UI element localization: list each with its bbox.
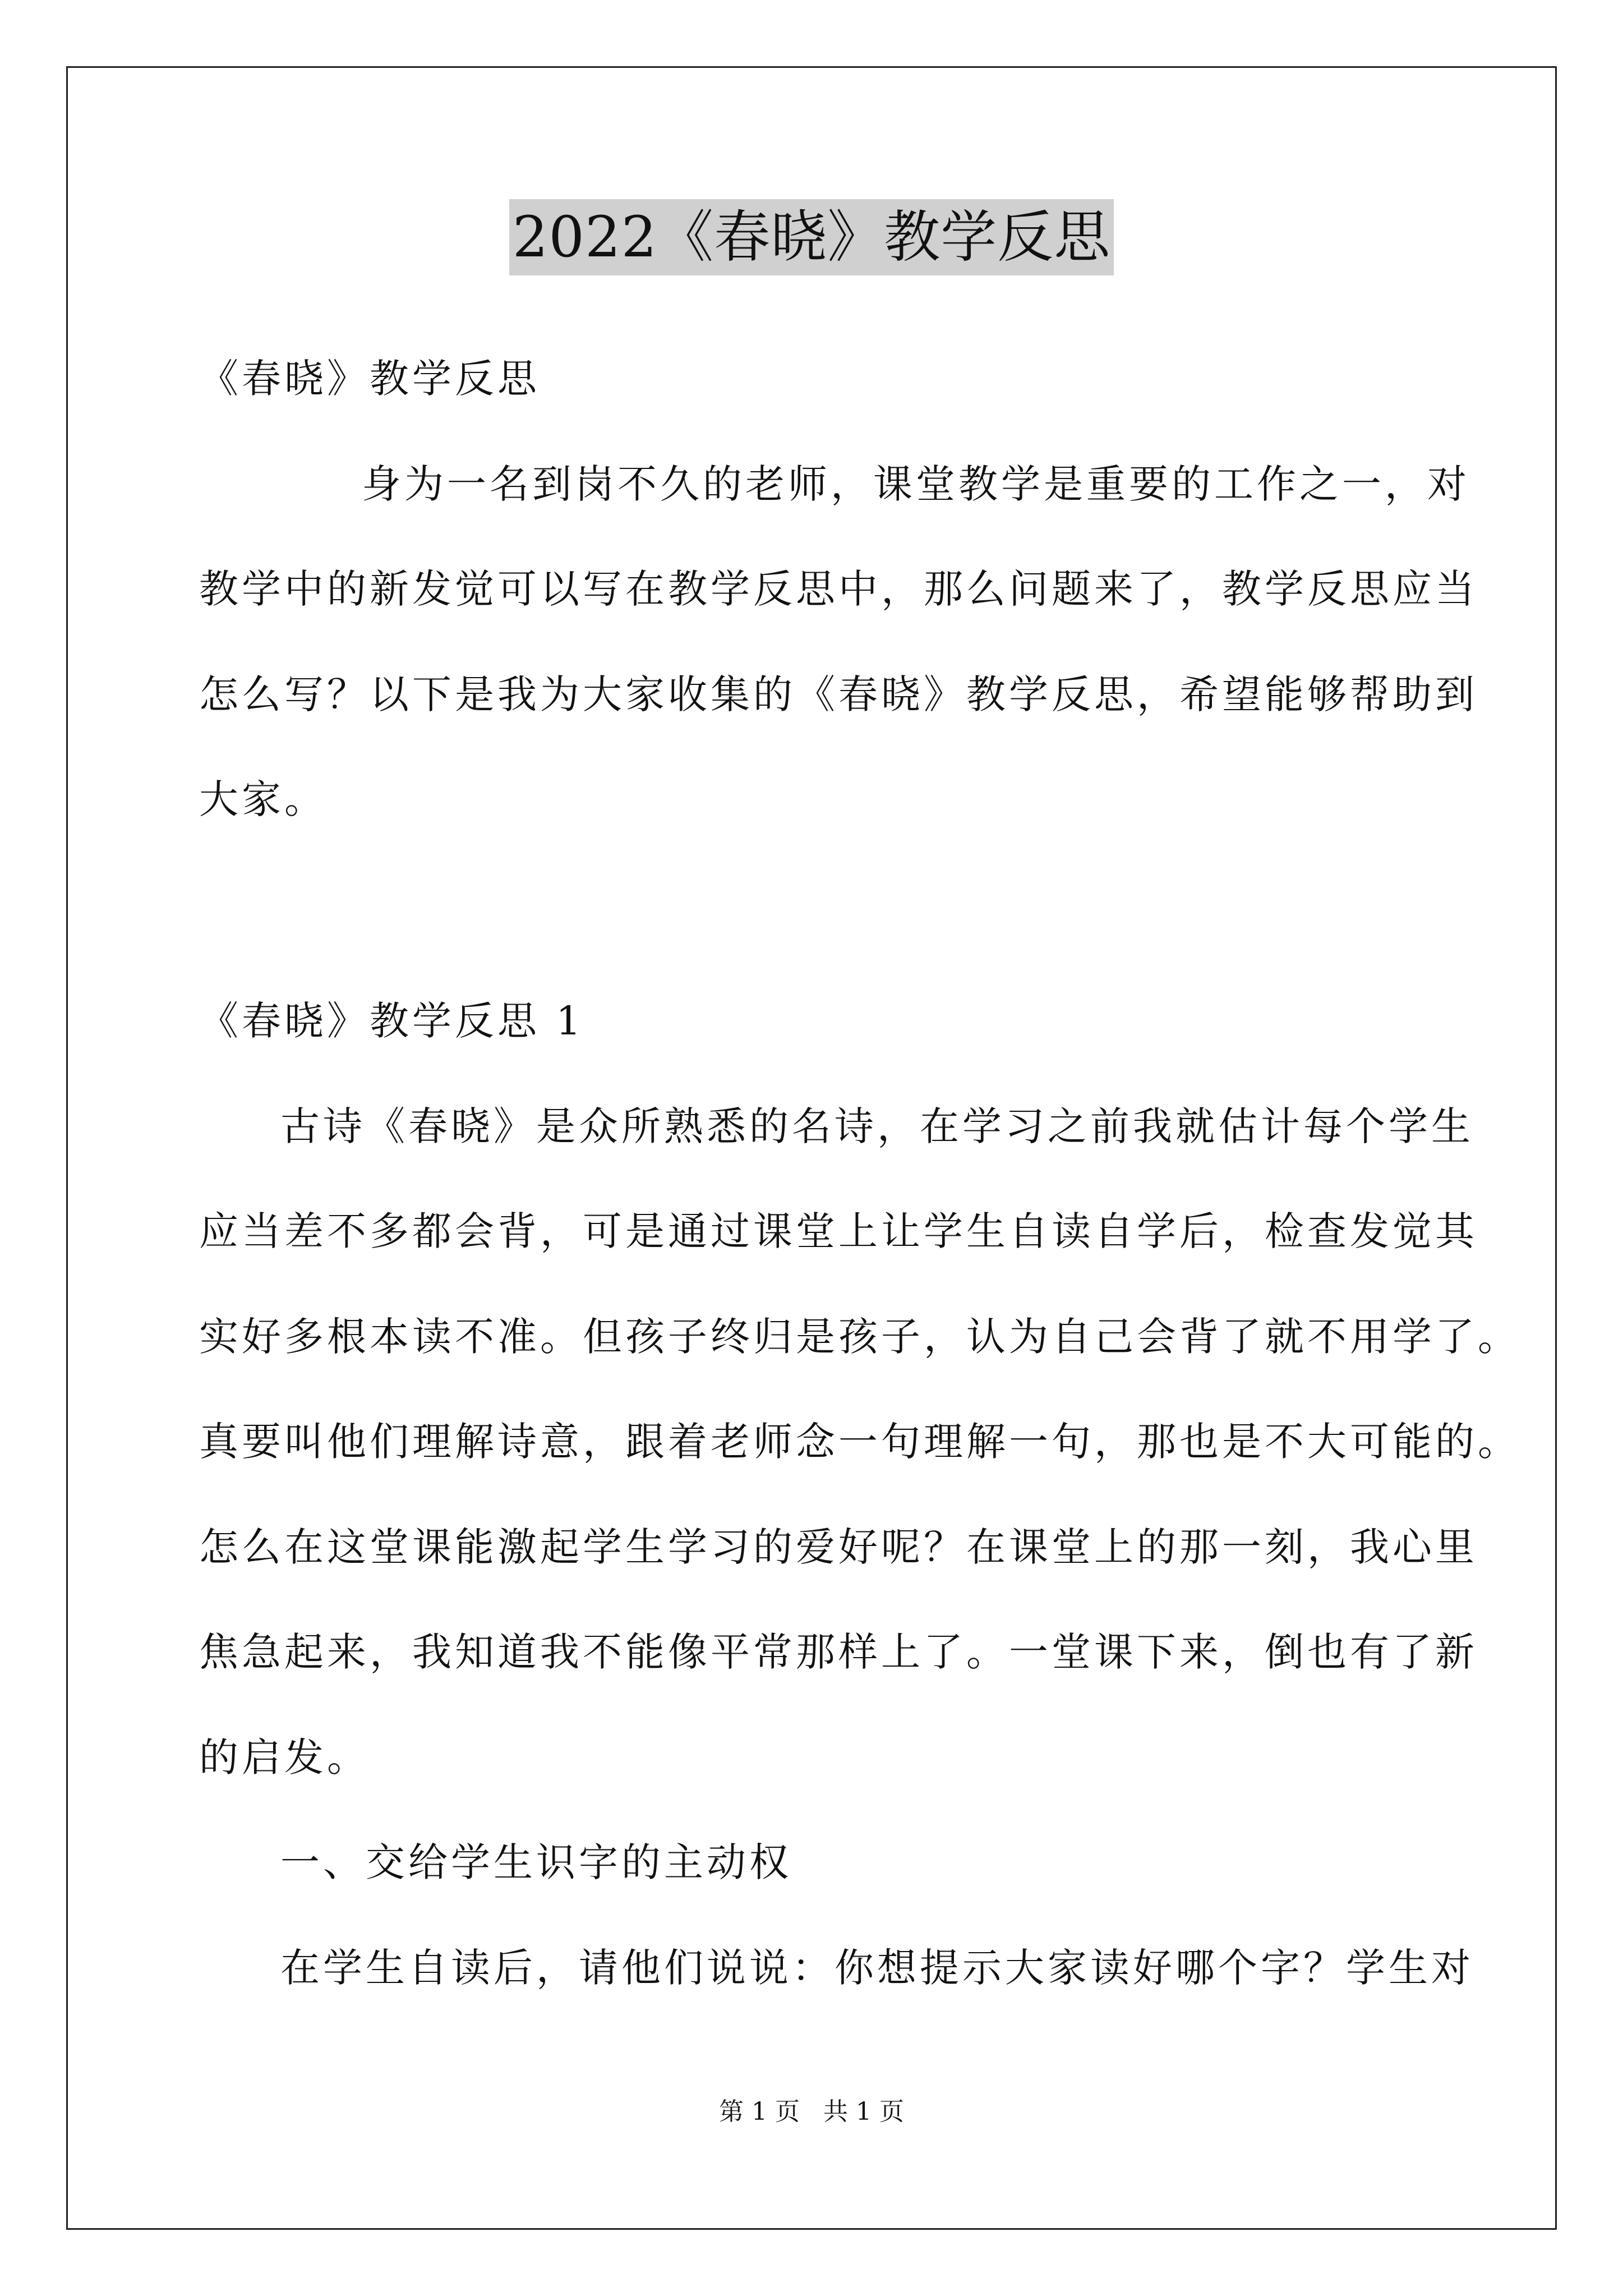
intro-line: 怎么写？以下是我为大家收集的《春晓》教学反思，希望能够帮助到 [199,671,1478,717]
point-text: 在学生自读后，请他们说说：你想提示大家读好哪个字？学生对 [280,1945,1474,1991]
body-line: 焦急起来，我知道我不能像平常那样上了。一堂课下来，倒也有了新 [199,1629,1478,1675]
body-line: 古诗《春晓》是众所熟悉的名诗，在学习之前我就估计每个学生 [280,1103,1474,1149]
body-line: 实好多根本读不准。但孩子终归是孩子，认为自己会背了就不用学了。 [199,1314,1520,1360]
section-heading: 《春晓》教学反思 1 [199,998,584,1044]
document-subtitle: 《春晓》教学反思 [199,356,540,402]
body-line: 真要叫他们理解诗意，跟着老师念一句理解一句，那也是不大可能的。 [199,1419,1520,1465]
body-line: 怎么在这堂课能激起学生学习的爱好呢？在课堂上的那一刻，我心里 [199,1524,1478,1570]
document-title: 2022《春晓》教学反思 [509,199,1114,275]
intro-line: 大家。 [199,776,327,822]
body-line: 应当差不多都会背，可是通过课堂上让学生自读自学后，检查发觉其 [199,1208,1478,1254]
intro-line: 教学中的新发觉可以写在教学反思中，那么问题来了，教学反思应当 [199,566,1478,612]
intro-line: 身为一名到岗不久的老师，课堂教学是重要的工作之一，对 [362,461,1470,507]
body-line: 的启发。 [199,1734,370,1780]
title-container [0,199,1623,275]
page-footer: 第 1 页 共 1 页 [719,2097,904,2126]
point-heading: 一、交给学生识字的主动权 [280,1839,792,1885]
